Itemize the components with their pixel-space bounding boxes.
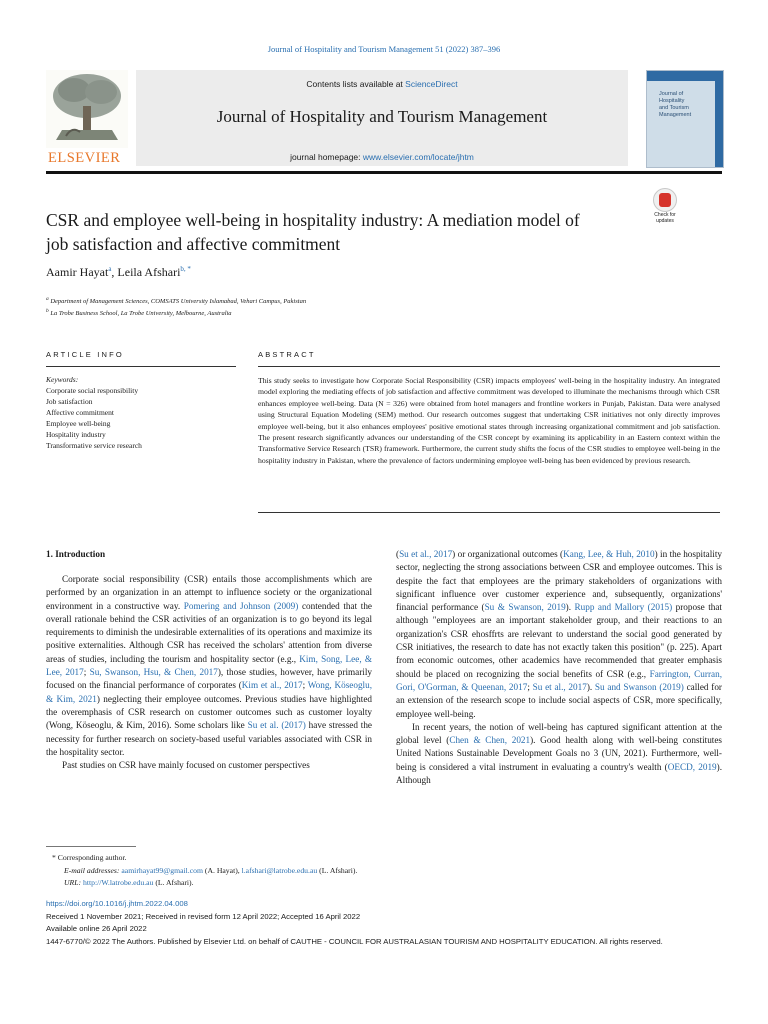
- email-link-afshari[interactable]: l.afshari@latrobe.edu.au: [241, 865, 318, 875]
- body-text: (: [396, 549, 400, 559]
- citation-link[interactable]: Chen & Chen, 2021: [449, 735, 531, 746]
- keyword[interactable]: Employee well-being: [46, 419, 111, 428]
- body-text: ).: [565, 602, 575, 613]
- author-name[interactable]: Aamir Hayat: [46, 265, 109, 279]
- email-owner: (A. Hayat),: [202, 865, 242, 875]
- footnote-rule: [46, 846, 136, 847]
- check-for-updates-button[interactable]: [645, 188, 685, 232]
- keywords-label: Keywords:: [46, 375, 79, 384]
- sciencedirect-link[interactable]: ScienceDirect: [405, 79, 458, 89]
- doi-link[interactable]: https://doi.org/10.1016/j.jhtm.2022.04.008: [46, 899, 188, 908]
- citation-link[interactable]: Su et al., 2017: [532, 681, 587, 692]
- publication-info: [46, 898, 722, 948]
- publisher-name: ELSEVIER: [48, 150, 121, 166]
- body-text: ). Although: [396, 761, 722, 786]
- email-line: [46, 865, 357, 878]
- author-name[interactable]: Leila Afshari: [117, 265, 181, 279]
- title-line: CSR and employee well-being in hospitality industry: A mediation model of: [46, 210, 580, 230]
- homepage-link[interactable]: www.elsevier.com/locate/jhtm: [362, 152, 474, 162]
- body-text: ) neglecting their employee outcomes. Previous studies have highlighted the overemphasis of CSR research on customer outcomes such as customer loyalty (Wong, Köseoglu, & Kim, 2016). Some scholars like: [46, 693, 372, 731]
- citation-link[interactable]: Kang, Lee, & Huh, 2010: [563, 549, 655, 559]
- intro-paragraph: [396, 548, 722, 721]
- body-text: ;: [527, 681, 533, 692]
- citation-link[interactable]: OECD, 2019: [667, 761, 717, 772]
- body-text: ). Good health along with well-being constitutes United Nations Sustainable Development Goals no 3 (UN, 2021). Furthermore, well-being is considered a vital instrument in evaluating a country's wealth (: [396, 735, 722, 772]
- affiliation: [46, 296, 306, 305]
- cover-title: [659, 91, 691, 119]
- keywords-block: [46, 374, 236, 451]
- keyword[interactable]: Transformative service research: [46, 441, 142, 450]
- intro-paragraph: [46, 573, 372, 759]
- check-updates-line: updates: [656, 218, 674, 224]
- citation-link[interactable]: Farrington, Curran, Gori, O'Gorman, & Queenan, 2017: [396, 668, 722, 692]
- corresponding-author-note: * Corresponding author.: [52, 853, 127, 862]
- check-updates-icon: [653, 188, 677, 212]
- author-affiliation-mark[interactable]: a: [108, 265, 112, 273]
- body-text: ) or organizational outcomes (: [452, 549, 564, 559]
- homepage-prefix: journal homepage:: [290, 152, 363, 162]
- journal-cover-thumbnail[interactable]: [646, 70, 724, 168]
- keyword[interactable]: Affective commitment: [46, 408, 114, 417]
- cover-line: Management: [659, 112, 692, 118]
- body-text: ).: [586, 681, 595, 692]
- affiliation-text: La Trobe Business School, La Trobe University, Melbourne, Australia: [50, 310, 232, 318]
- body-text: In recent years, the notion of well-being has captured significant attention at the global level (: [396, 721, 722, 746]
- keyword[interactable]: Job satisfaction: [46, 397, 93, 406]
- article-info-heading: ARTICLE INFO: [46, 350, 124, 359]
- title-line: job satisfaction and affective commitment: [46, 234, 341, 254]
- cover-line: Hospitality: [659, 98, 685, 104]
- body-text: ;: [302, 680, 308, 691]
- cover-line: Journal of: [659, 91, 684, 97]
- body-text: propose that although "employees are an important stakeholder group, and their reactions to an organization's CSR ehosffrts are relevant to understand the social good generated by CSR initiatives, the research to date has not exactly taken this position" (p. 225). Apart from economic outcomes, other academics have recommended that greater emphasis should be placed on recognizing the social benefits of CSR (e.g.,: [396, 602, 722, 679]
- check-updates-label: [645, 212, 685, 224]
- citation-link[interactable]: Kim, Song, Lee, & Lee, 2017: [46, 653, 372, 678]
- citation-link[interactable]: Rupp and Mallory (2015): [574, 602, 673, 613]
- citation-link[interactable]: Wong, Köseoglu, & Kim, 2021: [46, 680, 372, 704]
- cover-header-band: [647, 71, 723, 81]
- author-affiliation-mark[interactable]: b, *: [180, 265, 191, 273]
- email-link-hayat[interactable]: aamirhayat99@gmail.com: [121, 865, 203, 875]
- available-online: Available online 26 April 2022: [46, 924, 147, 934]
- intro-paragraph: [396, 721, 722, 787]
- citation-link[interactable]: Su, Swanson, Hsu, & Chen, 2017: [89, 667, 218, 678]
- body-text: have stressed the necessity for further research on society-based useful variables associated with CSR in the hospitality sector.: [46, 720, 373, 757]
- affiliation-mark: a: [46, 296, 49, 302]
- abstract-heading: ABSTRACT: [258, 350, 316, 359]
- check-updates-line: Check for: [654, 212, 676, 218]
- masthead: [46, 70, 722, 170]
- keyword[interactable]: Corporate social responsibility: [46, 386, 139, 395]
- url-line: [46, 877, 357, 890]
- body-text: ), those studies, however, have primarily focused on the financial performance of corporates (: [46, 667, 372, 691]
- abstract-rule: [258, 366, 720, 367]
- masthead-banner: [136, 70, 628, 166]
- footnotes: [46, 852, 357, 890]
- copyright-notice: 1447-6770/© 2022 The Authors. Published by Elsevier Ltd. on behalf of CAUTHE - COUNCIL FOR AUSTRALASIAN TOURISM AND HOSPITALITY EDUCATION. All rights reserved.: [46, 936, 663, 946]
- citation-link[interactable]: Pomering and Johnson (2009): [183, 600, 299, 611]
- article-info-rule: [46, 366, 236, 367]
- journal-title: Journal of Hospitality and Tourism Management: [216, 107, 548, 126]
- citation-link[interactable]: Su and Swanson (2019): [594, 681, 684, 692]
- author-separator: ,: [111, 265, 118, 279]
- affiliation: [46, 308, 232, 317]
- cover-line: and Tourism: [659, 105, 689, 111]
- journal-reference[interactable]: Journal of Hospitality and Tourism Management 51 (2022) 387–396: [267, 44, 501, 54]
- citation-link[interactable]: Su et al. (2017): [247, 720, 306, 731]
- email-owner: (L. Afshari).: [317, 865, 358, 875]
- url-owner: (L. Afshari).: [153, 878, 194, 887]
- received-dates: Received 1 November 2021; Received in revised form 12 April 2022; Accepted 16 April 2022: [46, 911, 361, 921]
- affiliation-mark: b: [46, 308, 49, 314]
- elsevier-tree-logo[interactable]: [46, 70, 128, 166]
- abstract-text: This study seeks to investigate how Corporate Social Responsibility (CSR) impacts employees' well-being in the hospitality industry. An integrated model exploring the mediating effects of job satisfaction and affective commitment was developed to illuminate the mechanisms through which CSR enhances employee well-being. Data (N = 326) were obtained from hotel managers and frontline workers in Punjab, Pakistan. Data were analysed using Structural Equation Modeling (SEM) method. Our research outcomes suggest that undertaking CSR initiatives not only directly improves employee well-being, but it also enhances employees' positive emotional states through increasing organizational commitment and job satisfaction. The present research significantly advances our understanding of the CSR concept by examining its applicability in an Eastern context within the Transformative Service Research (TSR) framework. Furthermore, the current study shifts the focus of the CSR studies to employee well-being in the hospitality industry in Pakistan, where the prevalence of factors undermining employee well-being has been evidenced by previous research.: [258, 376, 720, 465]
- author-list: [46, 265, 191, 280]
- email-label: E-mail addresses:: [64, 865, 120, 875]
- citation-link[interactable]: Su et al., 2017: [399, 549, 453, 559]
- masthead-divider: [46, 171, 722, 174]
- homepage-line: [136, 152, 628, 162]
- body-text: contended that the overall rationale behind the CSR activities of an organization is to go beyond its legal requirements to diminish the undesirable externalities of its operations and maximize its positive externalities. Although CSR has received the scholars' attention from diverse areas of studies, including the tourism and hospitality sector (e.g.,: [46, 600, 372, 664]
- cover-side-strip: [715, 81, 723, 167]
- intro-right-column: [396, 548, 722, 787]
- body-text: ) in the hospitality sector, neglecting the strong associations between CSR and employee outcomes. This is despite the fact that employees are the primary stakeholders of organizations with significant influence over customer experience and, subsequently, organizations' financial performance (: [396, 549, 722, 613]
- intro-left-column: [46, 573, 372, 772]
- url-label: URL:: [64, 878, 82, 887]
- paper-title: [46, 208, 636, 256]
- body-text: called for an extension of the research scope to include social aspects of CSR, more specifically, employee well-being.: [396, 681, 722, 719]
- keyword[interactable]: Hospitality industry: [46, 430, 106, 439]
- url-link[interactable]: http://W.latrobe.edu.au: [83, 878, 154, 887]
- body-text: Corporate social responsibility (CSR) entails those accomplishments which are performed by an organization in an attempt to influence society or the organizational environment in a constructive way.: [46, 574, 372, 611]
- citation-link[interactable]: Su & Swanson, 2019: [484, 602, 566, 613]
- introduction-heading: 1. Introduction: [46, 549, 106, 559]
- body-text: ;: [83, 667, 90, 678]
- abstract-bottom-rule: [258, 512, 720, 513]
- affiliation-text: Department of Management Sciences, COMSATS University Islamabad, Vehari Campus, Pakistan: [50, 298, 307, 306]
- contents-line: [136, 79, 628, 89]
- intro-paragraph: Past studies on CSR have mainly focused on customer perspectives: [62, 760, 310, 771]
- contents-prefix: Contents lists available at: [306, 79, 406, 89]
- citation-link[interactable]: Kim et al., 2017: [241, 680, 303, 691]
